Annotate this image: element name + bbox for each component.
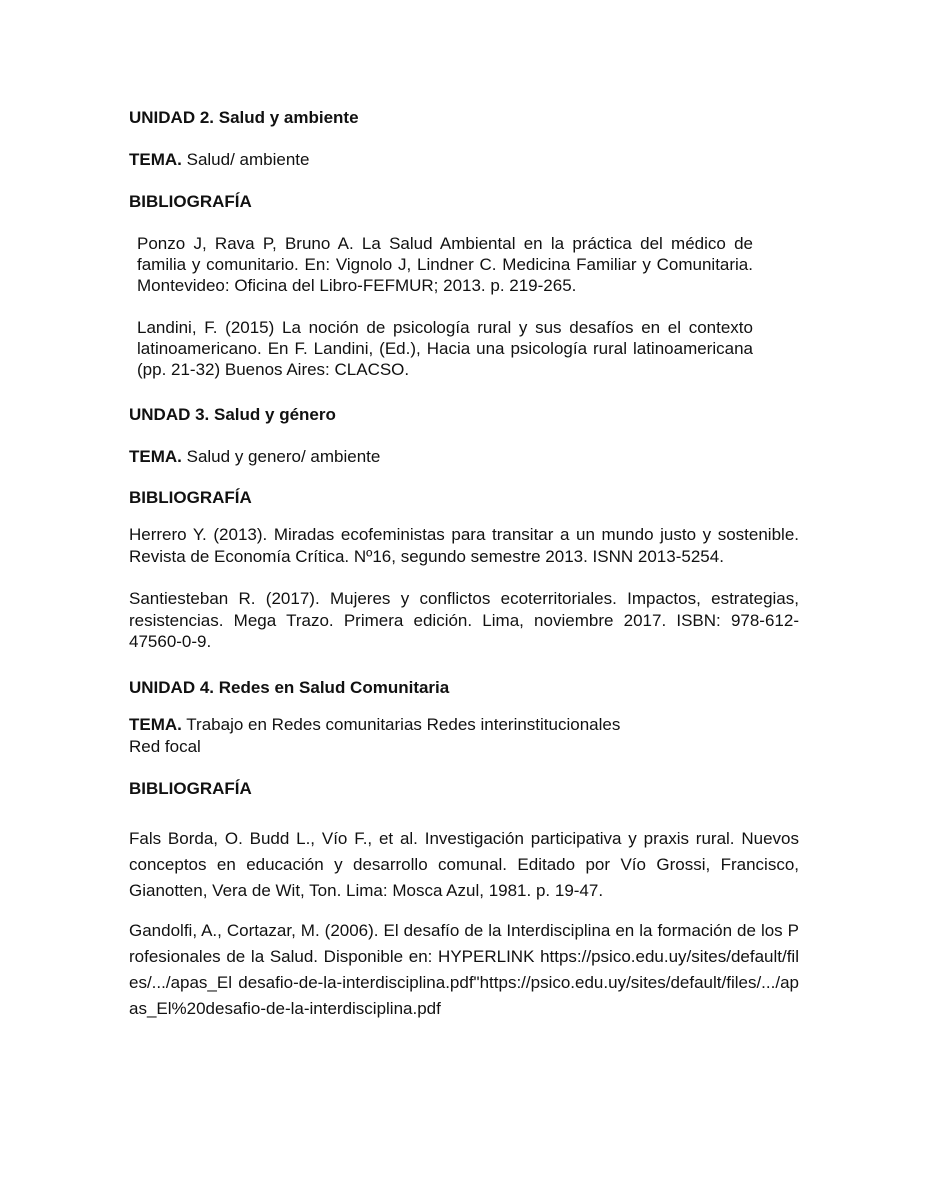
unit3-tema <box>129 446 799 467</box>
unit3-ref-2: Santiesteban R. (2017). Mujeres y conflictos ecoterritoriales. Impactos, estrategias, resistencias. Mega Trazo. Primera edición. Lima, noviembre 2017. ISBN: 978-612-47560-0-9. <box>129 589 799 651</box>
unit2-heading: UNIDAD 2. Salud y ambiente <box>129 108 359 127</box>
unit2-tema-text: Salud/ ambiente <box>181 150 310 169</box>
unit3-tema-text: Salud y genero/ ambiente <box>181 447 381 466</box>
unit3-tema-label: TEMA. <box>129 447 182 466</box>
unit2-ref-1: Ponzo J, Rava P, Bruno A. La Salud Ambiental en la práctica del médico de familia y comunitario. En: Vignolo J, Lindner C. Medicina Familiar y Comunitaria. Montevideo: Oficina del Libro-FEFMUR; 2013. p. 219-265. <box>137 234 753 295</box>
unit2-tema <box>129 149 799 170</box>
unit3-ref-1: Herrero Y. (2013). Miradas ecofeministas para transitar a un mundo justo y sostenible. Revista de Economía Crítica. Nº16, segundo semestre 2013. ISNN 2013-5254. <box>129 525 799 566</box>
unit4-ref-2: Gandolfi, A., Cortazar, M. (2006). El desafío de la Interdisciplina en la formación de los Profesionales de la Salud. Disponible en: HYPERLINK https://psico.edu.uy/sites/default/files/.../apas_El desafio-de-la-interdisciplina.pdf"https://psico.edu.uy/sites/default/files/.../apas_El%20desafio-de-la-interdisciplina.pdf <box>129 921 799 1018</box>
unit2-tema-label: TEMA. <box>129 150 182 169</box>
unit4-tema-line2: Red focal <box>129 737 201 756</box>
unit4-tema-text: Trabajo en Redes comunitarias Redes interinstitucionales <box>181 715 621 734</box>
unit4-tema <box>129 714 799 758</box>
unit2-bibliography-heading: BIBLIOGRAFÍA <box>129 192 252 211</box>
unit4-tema-label: TEMA. <box>129 715 182 734</box>
unit4-bibliography-heading: BIBLIOGRAFÍA <box>129 779 252 798</box>
unit3-bibliography-heading: BIBLIOGRAFÍA <box>129 488 252 507</box>
unit2-ref-2: Landini, F. (2015) La noción de psicología rural y sus desafíos en el contexto latinoamericano. En F. Landini, (Ed.), Hacia una psicología rural latinoamericana (pp. 21-32) Buenos Aires: CLACSO. <box>137 318 753 379</box>
unit3-heading: UNDAD 3. Salud y género <box>129 405 336 424</box>
unit4-heading: UNIDAD 4. Redes en Salud Comunitaria <box>129 678 450 697</box>
unit4-ref-1: Fals Borda, O. Budd L., Vío F., et al. Investigación participativa y praxis rural. Nuevos conceptos en educación y desarrollo comunal. Editado por Vío Grossi, Francisco, Gianotten, Vera de Wit, Ton. Lima: Mosca Azul, 1981. p. 19-47. <box>129 829 799 900</box>
